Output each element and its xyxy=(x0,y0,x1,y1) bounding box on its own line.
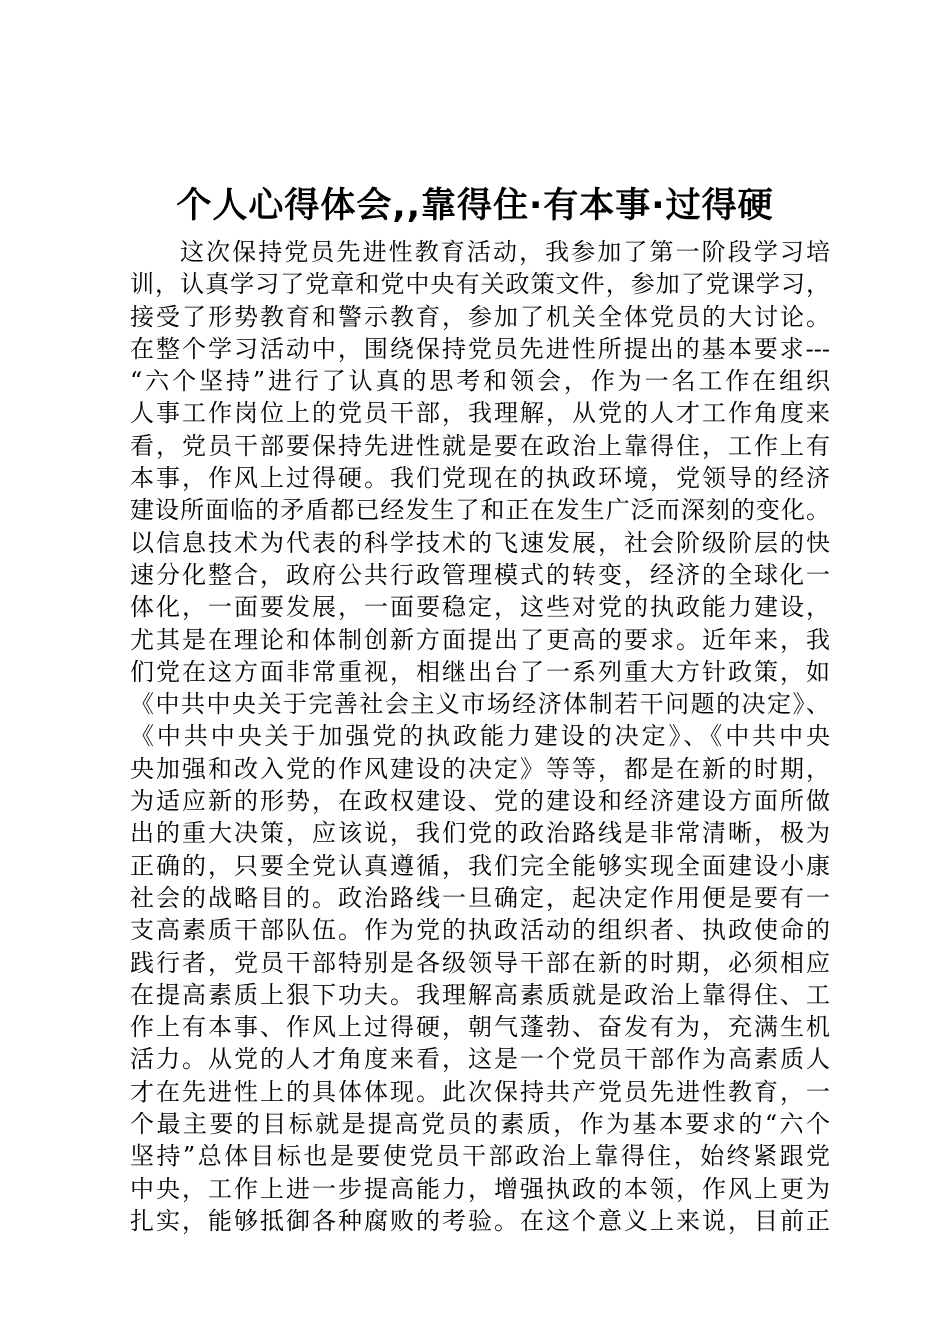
body-line: 在整个学习活动中，围绕保持党员先进性所提出的基本要求--- xyxy=(130,334,830,363)
body-line: “六个坚持”进行了认真的思考和领会，作为一名工作在组织 xyxy=(130,367,830,396)
document-title: 个人心得体会,,靠得住·有本事·过得硬 xyxy=(176,186,774,226)
body-line: 《中共中央关于加强党的执政能力建设的决定》、《中共中央 xyxy=(130,722,830,751)
body-line: 活力。从党的人才角度来看，这是一个党员干部作为高素质人 xyxy=(130,1045,830,1074)
body-line: 看，党员干部要保持先进性就是要在政治上靠得住，工作上有 xyxy=(130,431,830,460)
body-line: 建设所面临的矛盾都已经发生了和正在发生广泛而深刻的变化。 xyxy=(130,496,830,525)
body-line: 践行者，党员干部特别是各级领导干部在新的时期，必须相应 xyxy=(130,948,830,977)
body-line: 坚持”总体目标也是要使党员干部政治上靠得住，始终紧跟党 xyxy=(130,1142,830,1171)
body-line: 体化，一面要发展，一面要稳定，这些对党的执政能力建设， xyxy=(130,593,830,622)
body-line: 接受了形势教育和警示教育，参加了机关全体党员的大讨论。 xyxy=(130,302,830,331)
body-line: 正确的，只要全党认真遵循，我们完全能够实现全面建设小康 xyxy=(130,851,830,880)
body-line: 出的重大决策，应该说，我们党的政治路线是非常清晰，极为 xyxy=(130,819,830,848)
body-line: 央加强和改入党的作风建设的决定》等等，都是在新的时期， xyxy=(130,754,830,783)
body-line: 社会的战略目的。政治路线一旦确定，起决定作用便是要有一 xyxy=(130,883,830,912)
body-line: 训，认真学习了党章和党中央有关政策文件，参加了党课学习， xyxy=(130,270,830,299)
body-line: 这次保持党员先进性教育活动，我参加了第一阶段学习培 xyxy=(180,238,830,266)
body-line: 才在先进性上的具体体现。此次保持共产党员先进性教育，一 xyxy=(130,1077,830,1106)
body-line: 《中共中央关于完善社会主义市场经济体制若干问题的决定》、 xyxy=(130,690,830,719)
body-line: 支高素质干部队伍。作为党的执政活动的组织者、执政使命的 xyxy=(130,916,830,945)
body-line: 尤其是在理论和体制创新方面提出了更高的要求。近年来，我 xyxy=(130,625,830,654)
body-line: 为适应新的形势，在政权建设、党的建设和经济建设方面所做 xyxy=(130,787,830,816)
body-line: 个最主要的目标就是提高党员的素质，作为基本要求的“六个 xyxy=(130,1110,830,1139)
body-line: 人事工作岗位上的党员干部，我理解，从党的人才工作角度来 xyxy=(130,399,830,428)
body-line: 扎实，能够抵御各种腐败的考验。在这个意义上来说，目前正 xyxy=(130,1206,830,1235)
body-line: 作上有本事、作风上过得硬，朝气蓬勃、奋发有为，充满生机 xyxy=(130,1013,830,1042)
document-body xyxy=(130,236,830,1237)
body-line: 们党在这方面非常重视，相继出台了一系列重大方针政策，如 xyxy=(130,657,830,686)
body-line: 以信息技术为代表的科学技术的飞速发展，社会阶级阶层的快 xyxy=(130,528,830,557)
body-line: 在提高素质上狠下功夫。我理解高素质就是政治上靠得住、工 xyxy=(130,980,830,1009)
body-line: 速分化整合，政府公共行政管理模式的转变，经济的全球化一 xyxy=(130,560,830,589)
body-line: 本事，作风上过得硬。我们党现在的执政环境，党领导的经济 xyxy=(130,464,830,493)
body-line: 中央，工作上进一步提高能力，增强执政的本领，作风上更为 xyxy=(130,1174,830,1203)
